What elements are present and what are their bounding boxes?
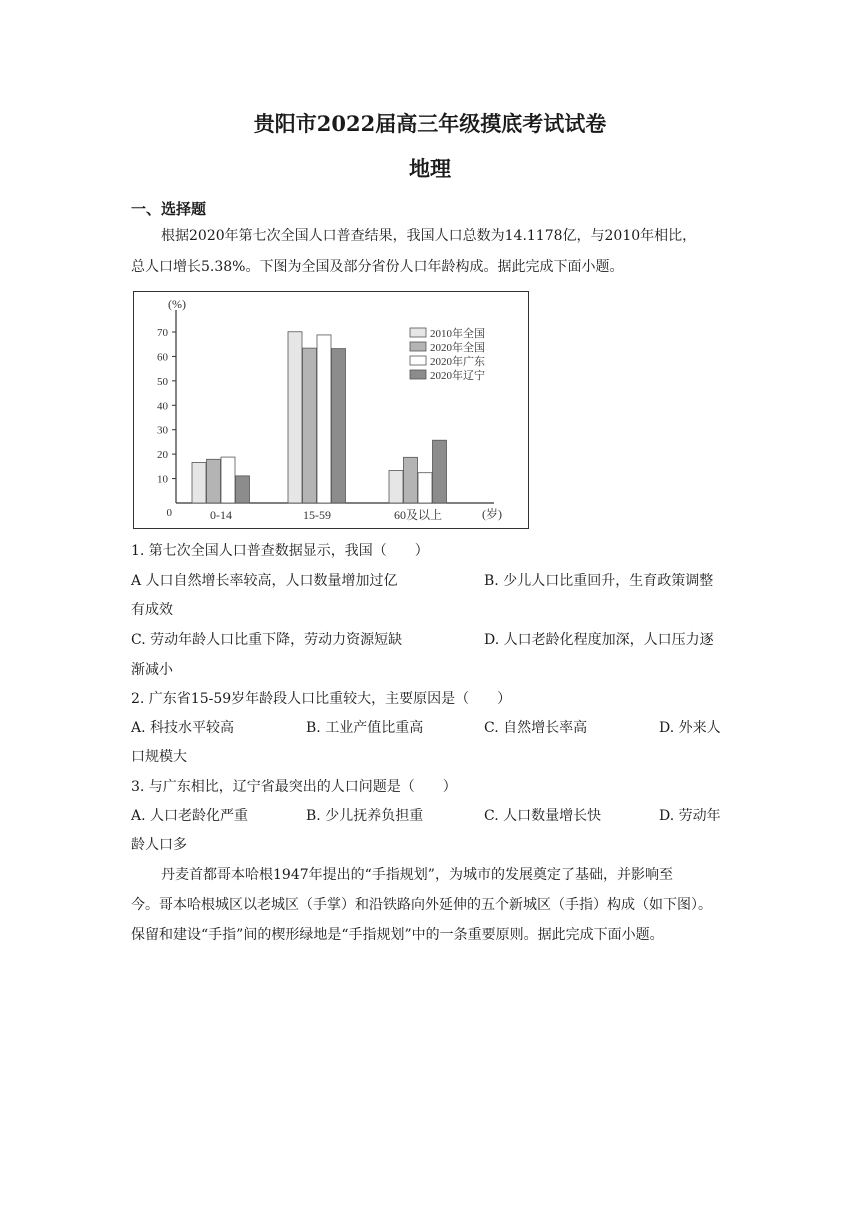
exam-subject: 地理 [409,156,451,181]
exam-title: 贵阳市2022届高三年级摸底考试试卷 [253,111,607,136]
q3-option-d-cont: 龄人口多 [131,837,187,853]
legend-swatch [410,342,426,351]
q1-option-d-cont: 渐减小 [131,662,173,678]
intro-line-2: 总人口增长5.38%。下图为全国及部分省份人口年龄构成。据此完成下面小题。 [131,259,624,275]
legend-swatch [410,370,426,379]
bar-15-59-2020年全国 [303,348,317,503]
intro-line-1: 根据2020年第七次全国人口普查结果，我国人口总数为14.1178亿，与2010年相比， [161,228,697,244]
y-tick-label: 10 [157,473,168,486]
q2-option-d[interactable]: D. 外来人 [659,720,721,736]
q1-option-d[interactable]: D. 人口老龄化程度加深，人口压力逐 [484,632,714,648]
y-tick-label: 0 [166,507,172,519]
legend-swatch [410,356,426,365]
legend-label: 2020年辽宁 [430,370,485,382]
q2-option-b[interactable]: B. 工业产值比重高 [306,720,424,736]
bar-0-14-2020年辽宁 [236,476,250,503]
bar-60及以上-2010年全国 [389,471,403,503]
bar-15-59-2020年广东 [317,335,331,503]
legend-swatch [410,328,426,337]
x-axis-label: (岁) [482,507,502,521]
q2-option-c[interactable]: C. 自然增长率高 [484,720,588,736]
bar-0-14-2010年全国 [192,462,206,503]
x-tick-label: 60及以上 [393,508,443,522]
q2-option-d-cont: 口规模大 [131,749,187,765]
y-axis-label: (%) [168,297,186,311]
q1-stem: 1. 第七次全国人口普查数据显示，我国（ ） [131,543,429,559]
y-tick-label: 60 [157,351,168,364]
bar-60及以上-2020年辽宁 [433,440,447,503]
y-tick-label: 20 [157,449,168,462]
q3-option-a[interactable]: A. 人口老龄化严重 [131,808,249,824]
bar-0-14-2020年全国 [207,459,221,503]
q1-option-b-cont: 有成效 [131,602,173,618]
legend-label: 2010年全国 [430,328,485,340]
q3-stem: 3. 与广东相比，辽宁省最突出的人口问题是（ ） [131,779,457,795]
q1-option-c[interactable]: C. 劳动年龄人口比重下降，劳动力资源短缺 [131,632,403,648]
section-heading: 一、选择题 [131,200,207,218]
q1-option-a[interactable]: A 人口自然增长率较高，人口数量增加过亿 [131,573,398,589]
bar-15-59-2010年全国 [288,332,302,503]
bar-0-14-2020年广东 [221,457,235,503]
passage2-line-3: 保留和建设“手指”间的楔形绿地是“手指规划”中的一条重要原则。据此完成下面小题。 [131,927,664,943]
bar-chart-svg [134,292,527,527]
bar-15-59-2020年辽宁 [332,349,346,503]
legend-label: 2020年全国 [430,342,485,354]
passage2-line-1: 丹麦首都哥本哈根1947年提出的“手指规划”，为城市的发展奠定了基础，并影响至 [161,867,673,883]
q1-option-b[interactable]: B. 少儿人口比重回升，生育政策调整 [484,573,714,589]
bar-60及以上-2020年全国 [404,457,418,503]
q3-option-c[interactable]: C. 人口数量增长快 [484,808,602,824]
population-age-chart [133,291,529,529]
q3-option-d[interactable]: D. 劳动年 [659,808,721,824]
bar-60及以上-2020年广东 [418,473,432,503]
q2-option-a[interactable]: A. 科技水平较高 [131,720,235,736]
x-tick-label: 0-14 [210,508,232,522]
x-tick-label: 15-59 [303,508,331,522]
legend-label: 2020年广东 [430,356,485,368]
q2-stem: 2. 广东省15-59岁年龄段人口比重较大，主要原因是（ ） [131,691,512,707]
y-tick-label: 50 [157,375,168,388]
y-tick-label: 30 [157,424,168,437]
q3-option-b[interactable]: B. 少儿抚养负担重 [306,808,424,824]
y-tick-label: 40 [157,400,168,413]
y-tick-label: 70 [157,327,168,339]
passage2-line-2: 今。哥本哈根城区以老城区（手掌）和沿铁路向外延伸的五个新城区（手指）构成（如下图）。 [131,897,712,913]
